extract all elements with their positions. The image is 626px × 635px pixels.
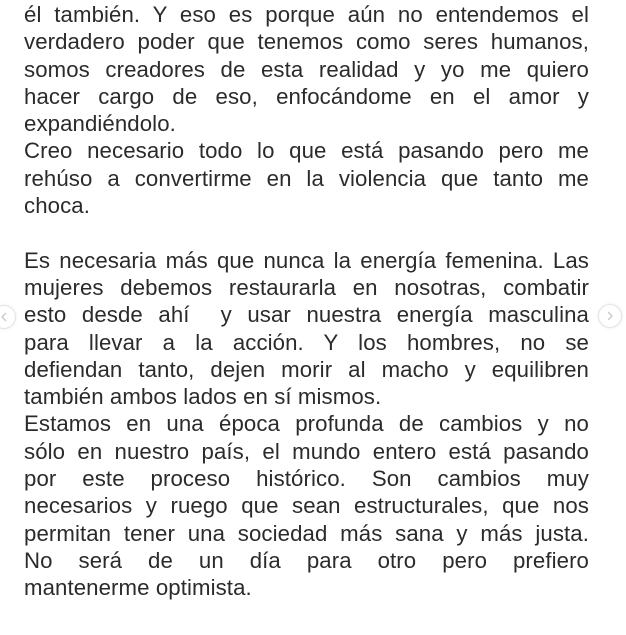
- chevron-right-icon: [605, 311, 615, 321]
- text-line: defiendan tanto, dejen morir al macho y equilibren: [24, 356, 589, 382]
- text-line: permitan tener una sociedad más sana y más justa.: [24, 520, 589, 546]
- text-line: Estamos en una época profunda de cambios y no: [24, 411, 589, 437]
- text-line: hacer cargo de eso, enfocándome en el amor y: [24, 83, 589, 109]
- text-line: Creo necesario todo lo que está pasando pero me: [24, 138, 589, 164]
- text-line: esto desde ahí y usar nuestra energía masculina: [24, 302, 589, 328]
- post-text: [24, 1, 589, 602]
- text-line: mantenerme optimista.: [24, 575, 252, 601]
- text-line: para llevar a la acción. Y los hombres, no se: [24, 329, 589, 355]
- text-line: verdadero poder que tenemos como seres humanos,: [24, 29, 589, 55]
- previous-slide-button[interactable]: [0, 305, 16, 329]
- text-line: sólo en nuestro país, el mundo entero está pasando: [24, 438, 589, 464]
- text-line: mujeres debemos restaurarla en nosotras, combatir: [24, 274, 589, 300]
- text-line: también ambos lados en sí mismos.: [24, 384, 382, 410]
- text-line: Es necesaria más que nunca la energía femenina. Las: [24, 247, 589, 273]
- chevron-left-icon: [0, 312, 9, 322]
- text-line: rehúso a convertirme en la violencia que tanto me: [24, 165, 589, 191]
- text-line: necesarios y ruego que sean estructurales, que nos: [24, 493, 589, 519]
- text-line: somos creadores de esta realidad y yo me quiero: [24, 56, 589, 82]
- text-line: por este proceso histórico. Son cambios muy: [24, 466, 589, 492]
- text-line: No será de un día para otro pero prefiero: [24, 547, 589, 573]
- text-line: expandiéndolo.: [24, 111, 176, 137]
- text-line: choca.: [24, 193, 90, 219]
- paragraph-spacer: [24, 219, 589, 246]
- text-line: él también. Y eso es porque aún no entendemos el: [24, 2, 589, 27]
- next-slide-button[interactable]: [598, 304, 622, 328]
